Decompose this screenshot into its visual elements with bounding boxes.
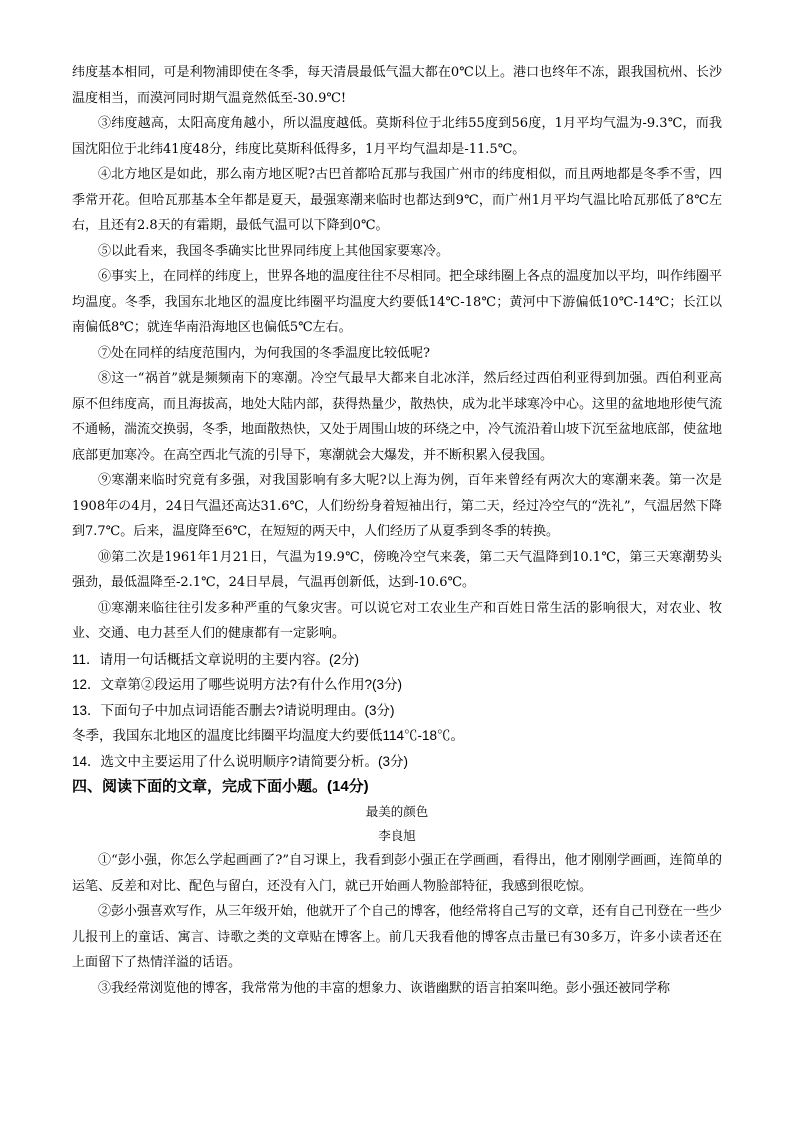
article-1-paragraph-6: ⑥事实上，在同样的纬度上，世界各地的温度往往不尽相同。把全球纬圈上各点的温度加以平均，叫作纬圈平均温度。冬季，我国东北地区的温度比纬圈平均温度大约要低14℃-18℃；黄河中下游偏低10℃-14℃；长江以南偏低8℃；就连华南沿海地区也偏低5℃左右。 <box>72 269 723 335</box>
article-1-paragraph-8: ⑧这一“祸首”就是频频南下的寒潮。冷空气最早大都来自北冰洋，然后经过西伯利亚得到加强。西伯利亚高原不但纬度高，而且海拔高，地处大陆内部，获得热量少，散热快，成为北半球寒冷中心。这里的盆地地形使气流不通畅，湍流交换弱，冬季，地面散热快，又处于周围山坡的环绕之中，冷气流沿着山坡下沉至盆地底部，使盆地底部更加寒冷。在高空西北气流的引导下，寒潮就会大爆发，并不断积累入侵我国。 <box>72 371 723 463</box>
article-1-paragraph-9: ⑨寒潮来临时究竟有多强，对我国影响有多大呢?以上海为例，百年来曾经有两次大的寒潮来袭。第一次是1908年の4月，24日气温还高达31.6℃，人们纷纷身着短袖出行，第二天，经过冷空气的“洗礼”，气温居然下降到7.7℃。后来，温度降至6℃，在短短的两天中，人们经历了从夏季到冬季的转换。 <box>72 473 722 539</box>
article-2-body <box>72 848 722 1001</box>
article-1-paragraph-3: ③纬度越高，太阳高度角越小，所以温度越低。莫斯科位于北纬55度到56度，1月平均气温为-9.3℃，而我国沈阳位于北纬41度48分，纬度比莫斯科低得多，1月平均气温却是-11.5℃。 <box>72 116 722 157</box>
article-1-paragraph-10: ⑩第二次是1961年1月21日，气温为19.9℃，傍晚冷空气来袭，第二天气温降到10.1℃，第三天寒潮势头强劲，最低温降至-2.1℃，24日早晨，气温再创新低，达到-10.6℃。 <box>72 549 722 590</box>
article-2-paragraph-1: ①“彭小强，你怎么学起画画了?”自习课上，我看到彭小强正在学画画，看得出，他才刚刚学画画，连简单的运笔、反差和对比、配色与留白，还没有入门，就已开始画人物脸部特征，我感到很吃惊。 <box>72 853 722 894</box>
section-4-heading: 四、阅读下面的文章，完成下面小题。(14分) <box>72 778 369 795</box>
article-1-paragraph-continued: 纬度基本相同，可是利物浦即使在冬季，每天清晨最低气温大都在0℃以上。港口也终年不冻，跟我国杭州、长沙温度相当，而漠河同时期气温竟然低至-30.9℃! <box>72 65 722 106</box>
question-11: 11．请用一句话概括文章说明的主要内容。(2分) <box>72 651 360 667</box>
article-2-title: 最美的颜色 <box>365 804 429 819</box>
article-1-paragraph-7: ⑦处在同样的结度范围内，为何我国的冬季温度比较低呢? <box>98 345 430 361</box>
question-13-sentence: 冬季，我国东北地区的温度比纬圈平均温度大约要低114℃-18℃。 <box>72 728 465 743</box>
article-2-paragraph-3: ③我经常浏览他的博客，我常常为他的丰富的想象力、诙谐幽默的语言拍案叫绝。彭小强还被同学称 <box>98 980 671 996</box>
question-13: 13．下面句子中加点词语能否删去?请说明理由。(3分) <box>72 702 395 718</box>
article-1-paragraph-5: ⑤以此看来，我国冬季确实比世界同纬度上其他国家要寒冷。 <box>98 243 450 259</box>
article-1-body <box>72 60 722 647</box>
question-12: 12．文章第②段运用了哪些说明方法?有什么作用?(3分) <box>72 677 403 692</box>
article-1-paragraph-11: ⑪寒潮来临往往引发多种严重的气象灾害。可以说它对工农业生产和百姓日常生活的影响很大，对农业、牧业、交通、电力甚至人们的健康都有一定影响。 <box>72 600 722 641</box>
article-1-paragraph-4: ④北方地区是如此，那么南方地区呢?古巴首都哈瓦那与我国广州市的纬度相似，而且两地都是冬季不雪，四季常开花。但哈瓦那基本全年都是夏天，最强寒潮来临时也都达到9℃，而广州1月平均气温比哈瓦那低了8℃左右，且还有2.8天的有霜期，最低气温可以下降到0℃。 <box>72 167 722 233</box>
article-2-author: 李良旭 <box>378 828 416 843</box>
question-14: 14．选文中主要运用了什么说明顺序?请简要分析。(3分) <box>72 753 409 769</box>
question-list <box>72 647 722 775</box>
article-2-paragraph-2: ②彭小强喜欢写作，从三年级开始，他就开了个自己的博客，他经常将自己写的文章，还有自己刊登在一些少儿报刊上的童话、寓言、诗歌之类的文章贴在博客上。前几天我看他的博客点击量已有30多万，许多小读者还在上面留下了热情洋溢的话语。 <box>72 904 723 970</box>
